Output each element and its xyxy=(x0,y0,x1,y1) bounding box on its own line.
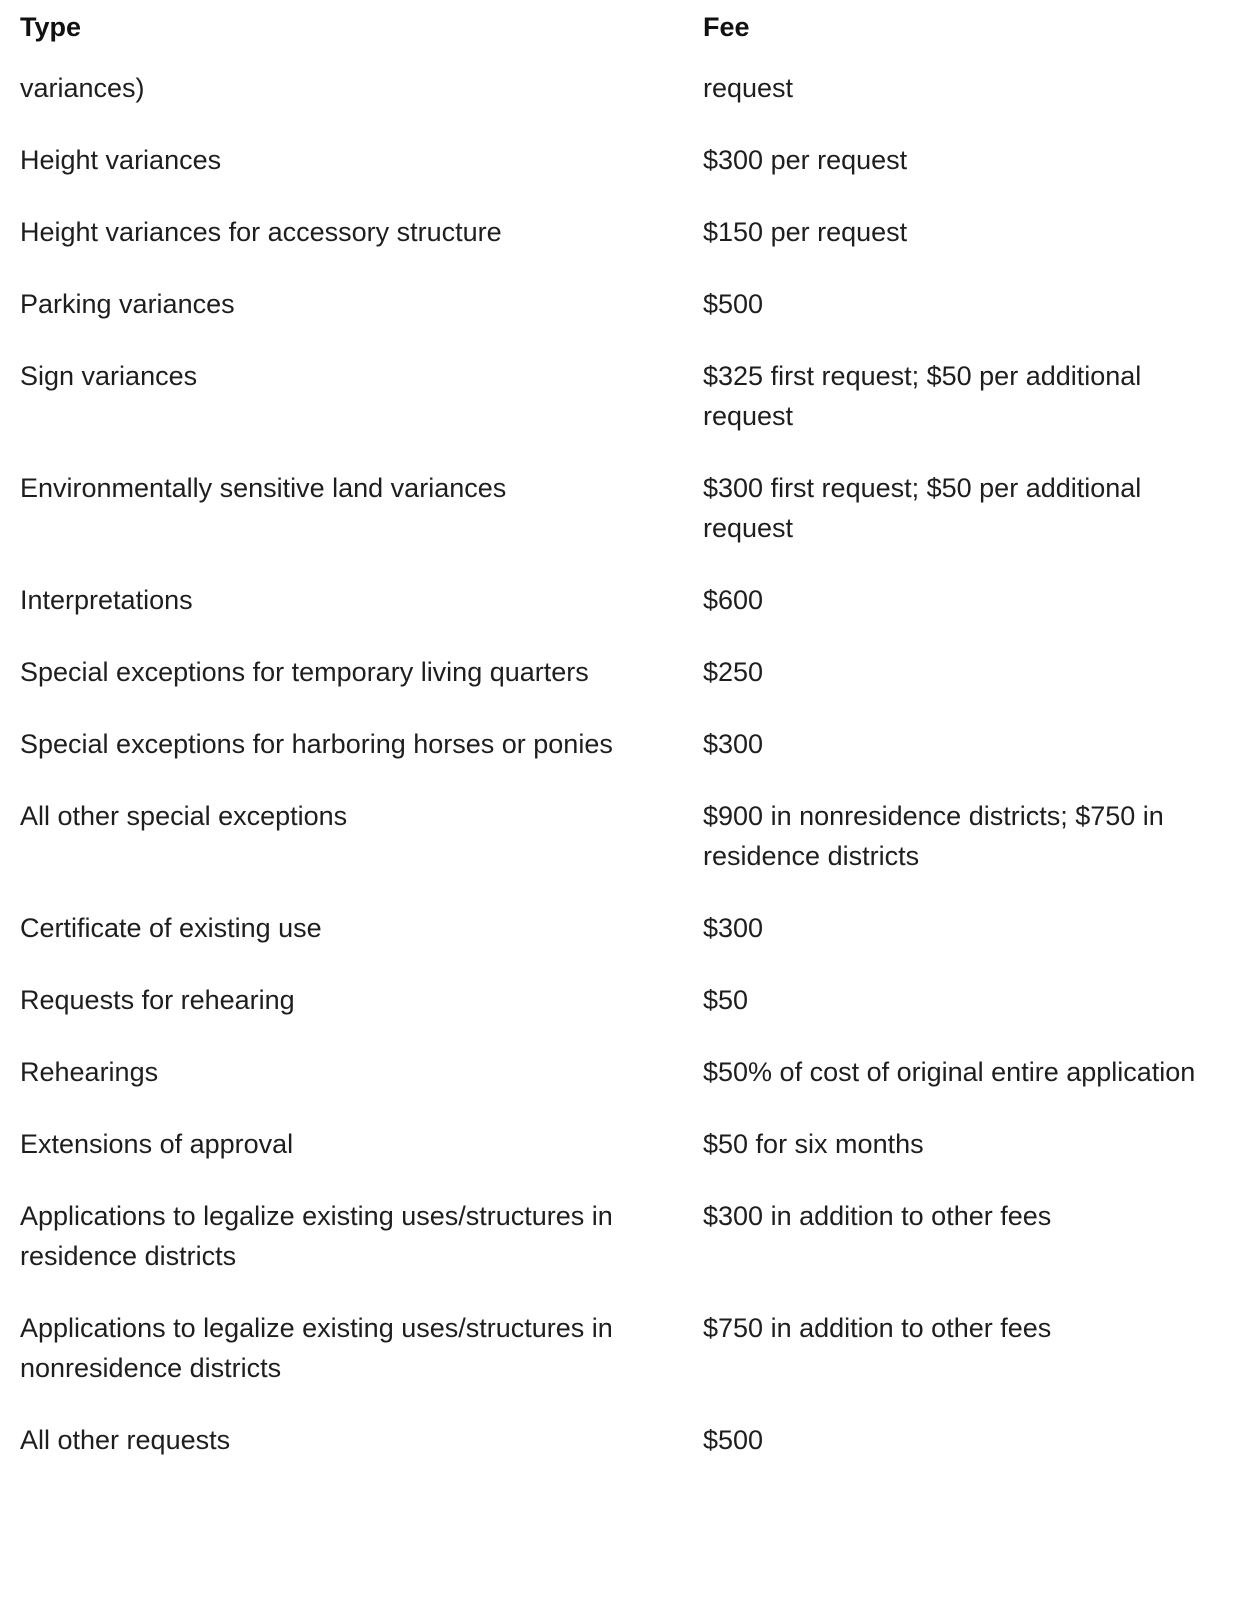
fee-cell: $50 xyxy=(703,985,749,1015)
table-row xyxy=(20,356,1215,468)
table-row xyxy=(20,64,1215,140)
header-row xyxy=(20,0,1215,64)
fee-cell: $325 first request; $50 per additional request xyxy=(703,361,1142,431)
type-cell: Environmentally sensitive land variances xyxy=(20,473,507,503)
fee-cell: $500 xyxy=(703,289,764,319)
fee-cell: $50% of cost of original entire application xyxy=(703,1057,1196,1087)
type-cell: Applications to legalize existing uses/structures in nonresidence districts xyxy=(20,1313,613,1383)
table-row xyxy=(20,980,1215,1052)
type-cell: Rehearings xyxy=(20,1057,159,1087)
fee-cell: $900 in nonresidence districts; $750 in residence districts xyxy=(703,801,1164,871)
fee-cell: request xyxy=(703,73,794,103)
fee-cell: $300 in addition to other fees xyxy=(703,1201,1052,1231)
fee-cell: $750 in addition to other fees xyxy=(703,1313,1052,1343)
table-row xyxy=(20,212,1215,284)
table-header xyxy=(20,0,1215,64)
table-row xyxy=(20,580,1215,652)
table-row xyxy=(20,284,1215,356)
table-row xyxy=(20,468,1215,580)
type-cell: Height variances xyxy=(20,145,222,175)
table-row xyxy=(20,140,1215,212)
fee-table xyxy=(20,0,1215,1492)
table-row xyxy=(20,724,1215,796)
table-body xyxy=(20,64,1215,1492)
type-cell: Height variances for accessory structure xyxy=(20,217,502,247)
table-row xyxy=(20,908,1215,980)
fee-cell: $250 xyxy=(703,657,764,687)
type-cell: variances) xyxy=(20,73,145,103)
table-row xyxy=(20,1052,1215,1124)
type-cell: Extensions of approval xyxy=(20,1129,294,1159)
type-cell: Sign variances xyxy=(20,361,198,391)
fee-cell: $300 first request; $50 per additional request xyxy=(703,473,1142,543)
table-row xyxy=(20,652,1215,724)
fee-cell: $300 xyxy=(703,729,764,759)
fee-cell: $600 xyxy=(703,585,764,615)
type-cell: All other requests xyxy=(20,1425,231,1455)
fee-cell: $500 xyxy=(703,1425,764,1455)
table-row xyxy=(20,1308,1215,1420)
fee-cell: $150 per request xyxy=(703,217,908,247)
type-cell: Applications to legalize existing uses/structures in residence districts xyxy=(20,1201,613,1271)
type-cell: Special exceptions for temporary living quarters xyxy=(20,657,589,687)
table-row xyxy=(20,1196,1215,1308)
type-cell: Certificate of existing use xyxy=(20,913,322,943)
type-column-header: Type xyxy=(20,12,82,42)
type-cell: Interpretations xyxy=(20,585,193,615)
fee-cell: $300 xyxy=(703,913,764,943)
type-cell: Parking variances xyxy=(20,289,235,319)
type-cell: Requests for rehearing xyxy=(20,985,295,1015)
fee-cell: $50 for six months xyxy=(703,1129,924,1159)
table-row xyxy=(20,1124,1215,1196)
table-row xyxy=(20,796,1215,908)
fee-cell: $300 per request xyxy=(703,145,908,175)
table-row xyxy=(20,1420,1215,1492)
type-cell: Special exceptions for harboring horses or ponies xyxy=(20,729,613,759)
type-cell: All other special exceptions xyxy=(20,801,348,831)
fee-column-header: Fee xyxy=(703,12,750,42)
